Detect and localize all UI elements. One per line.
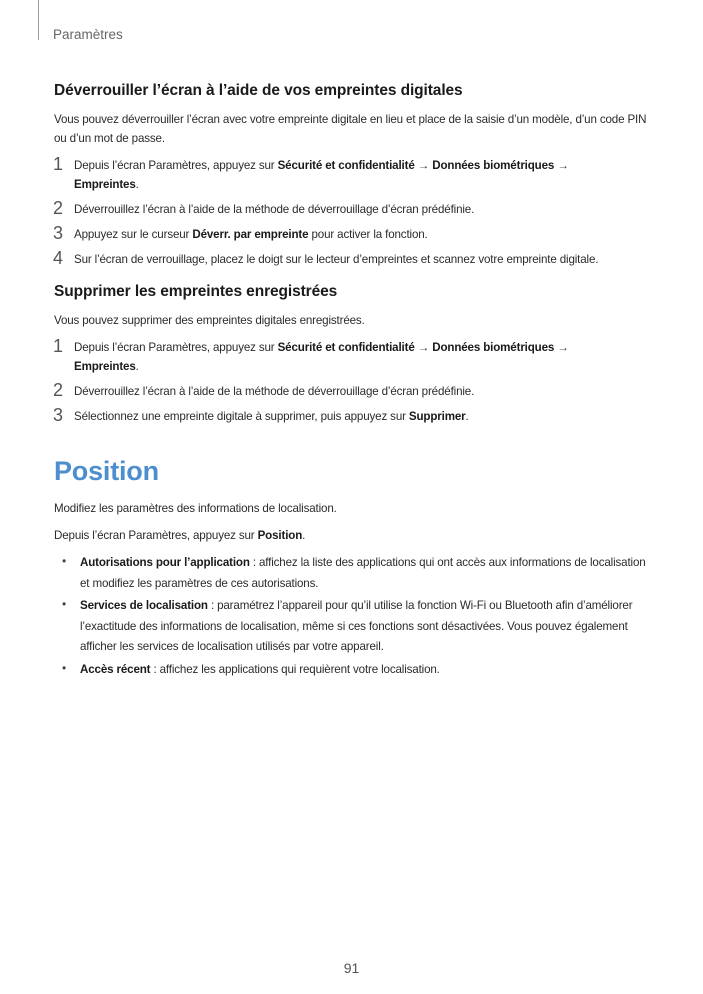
step-text: .	[135, 360, 139, 373]
step-number: 2	[53, 198, 63, 218]
setting-name: Supprimer	[408, 410, 466, 423]
menu-path-item: Données biométriques	[432, 341, 555, 354]
step-number: 3	[53, 223, 63, 243]
step-text: .	[465, 410, 469, 423]
menu-path-item: Sécurité et confidentialité	[277, 341, 415, 354]
step-item	[54, 200, 654, 219]
path-text: .	[302, 529, 306, 542]
step-text: Sélectionnez une empreinte digitale à supprimer, puis appuyez sur	[74, 410, 409, 423]
step-item	[54, 225, 654, 244]
step-number: 2	[53, 380, 63, 400]
step-text: pour activer la fonction.	[308, 228, 428, 241]
menu-path-item: Données biométriques	[432, 159, 555, 172]
step-text: Depuis l’écran Paramètres, appuyez sur	[74, 341, 278, 354]
step-text: Appuyez sur le curseur	[74, 228, 193, 241]
option-name: Accès récent	[80, 662, 151, 676]
arrow-separator: →	[414, 159, 433, 172]
bullet-icon: •	[62, 554, 67, 568]
bullet-icon: •	[62, 597, 67, 611]
step-number: 1	[53, 336, 63, 356]
option-description: : affichez les applications qui requièrent votre localisation.	[150, 662, 440, 676]
step-item	[54, 382, 654, 401]
option-name: Autorisations pour l’application	[80, 556, 250, 569]
option-description: : affichez la liste des applications qui ont accès aux informations de localisation et modifiez les paramètres de ces autorisations.	[80, 556, 646, 590]
section-heading-fingerprint-unlock: Déverrouiller l’écran à l’aide de vos empreintes digitales	[54, 82, 463, 99]
step-list	[54, 338, 654, 426]
menu-path-item: Empreintes	[74, 178, 136, 191]
running-header: Paramètres	[53, 27, 123, 42]
step-number: 3	[53, 405, 63, 425]
section-intro: Vous pouvez déverrouiller l’écran avec votre empreinte digitale en lieu et place de la saisie d’un modèle, d’un code PIN ou d’un mot de passe.	[54, 113, 647, 145]
list-item	[54, 596, 654, 658]
step-item	[54, 156, 654, 194]
bullet-icon: •	[62, 660, 67, 675]
navigation-path	[54, 526, 654, 545]
step-text: Depuis l’écran Paramètres, appuyez sur	[74, 159, 278, 172]
page-content	[54, 82, 654, 682]
list-item	[54, 553, 654, 594]
step-text: Sur l’écran de verrouillage, placez le doigt sur le lecteur d’empreintes et scannez votre empreinte digitale.	[74, 253, 599, 266]
arrow-separator: →	[554, 159, 569, 172]
step-text: Déverrouillez l’écran à l’aide de la méthode de déverrouillage d’écran prédéfinie.	[74, 203, 475, 216]
section-intro: Modifiez les paramètres des informations de localisation.	[54, 502, 337, 515]
step-number: 1	[53, 154, 63, 174]
page-number: 91	[343, 960, 360, 976]
step-number: 4	[53, 248, 63, 268]
arrow-separator: →	[554, 341, 569, 354]
section-heading-delete-fingerprints: Supprimer les empreintes enregistrées	[54, 283, 338, 300]
list-item	[54, 660, 654, 681]
step-item	[54, 250, 654, 269]
arrow-separator: →	[414, 341, 433, 354]
step-item	[54, 407, 654, 426]
menu-path-item: Position	[257, 529, 303, 542]
option-list	[54, 553, 654, 680]
header-divider	[38, 0, 39, 40]
step-item	[54, 338, 654, 376]
path-text: Depuis l’écran Paramètres, appuyez sur	[54, 529, 258, 542]
step-text: Déverrouillez l’écran à l’aide de la méthode de déverrouillage d’écran prédéfinie.	[74, 385, 475, 398]
option-description: : paramétrez l’appareil pour qu’il utilise la fonction Wi-Fi ou Bluetooth afin d’améliorer l’exactitude des informations de localisation, même si ces fonctions sont désactivées. Vous pouvez également afficher les services de localisation utilisés par votre appareil.	[80, 599, 633, 653]
chapter-title-position: Position	[54, 456, 159, 486]
setting-name: Déverr. par empreinte	[192, 228, 309, 241]
step-text: .	[135, 178, 139, 191]
section-intro: Vous pouvez supprimer des empreintes digitales enregistrées.	[54, 314, 365, 327]
menu-path-item: Empreintes	[74, 360, 136, 373]
option-name: Services de localisation	[80, 599, 208, 612]
step-list	[54, 156, 654, 269]
menu-path-item: Sécurité et confidentialité	[277, 159, 415, 172]
